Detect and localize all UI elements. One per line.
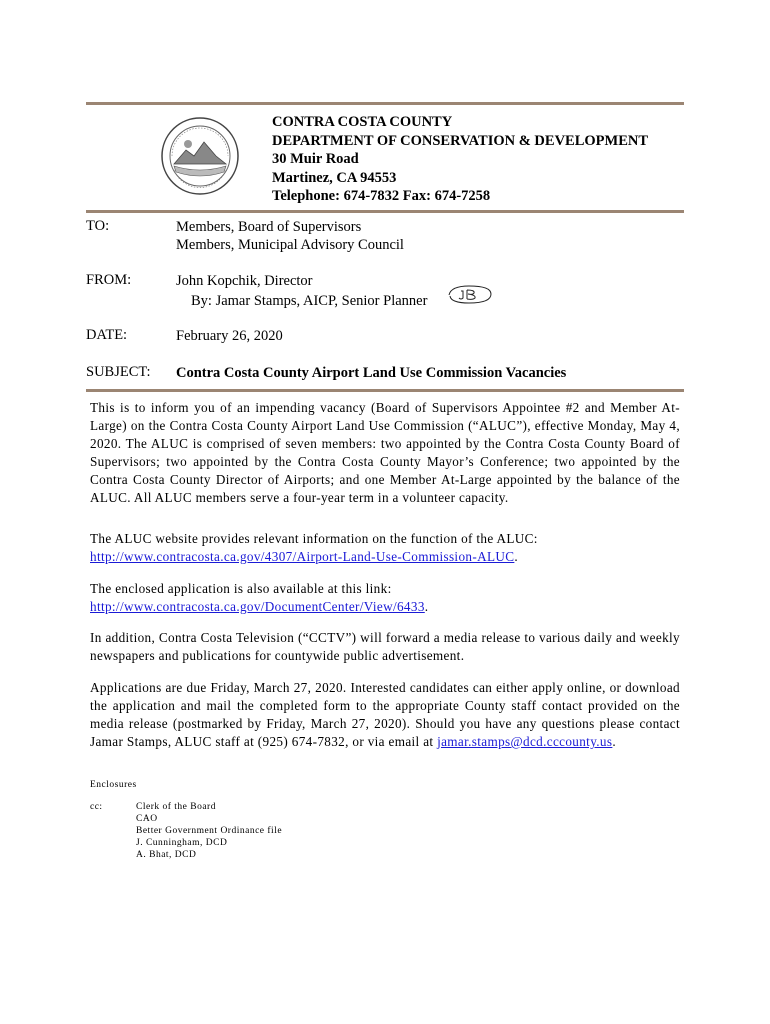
county-seal-icon	[160, 116, 240, 196]
header-top-rule	[86, 102, 684, 105]
letterhead-phone: Telephone: 674-7832 Fax: 674-7258	[272, 188, 491, 204]
paragraph-vacancy: This is to inform you of an impending vacancy (Board of Supervisors Appointee #2 and Member At-Large) on the Contra Costa County Airport Land Use Commission (“ALUC”), effective Monday, May 4, 2020. The ALUC is comprised of seven members: two appointed by the Contra Costa County Board of Supervisors; two appointed by the Contra Costa County Mayor’s Conference; two appointed by the Contra Costa County Director of Airports; and one Member At-Large appointed by the balance of the ALUC. All ALUC members serve a four-year term in a volunteer capacity.	[90, 400, 680, 505]
deadline-period: .	[612, 734, 617, 749]
deadline-text: Applications are due Friday, March 27, 2020. Interested candidates can either apply online, or download the application and mail the completed form to the appropriate County staff contact provided on the media release (postmarked by Friday, March 27, 2020). Should you have any questions please contact Jamar Stamps, ALUC staff at (925) 674-7832, or via email at	[90, 680, 680, 749]
date-label: DATE:	[86, 327, 128, 343]
application-link[interactable]: http://www.contracosta.ca.gov/DocumentCenter/View/6433	[90, 599, 425, 614]
subject-label: SUBJECT:	[86, 364, 151, 380]
enclosures-label: Enclosures	[90, 780, 137, 790]
to-line-1: Members, Board of Supervisors	[176, 219, 362, 235]
website-text: The ALUC website provides relevant information on the function of the ALUC:	[90, 531, 538, 546]
cc-item: Better Government Ordinance file	[136, 826, 283, 836]
paragraph-deadline	[90, 679, 680, 751]
letterhead-county: CONTRA COSTA COUNTY	[272, 114, 453, 130]
date-value: February 26, 2020	[176, 328, 283, 344]
cc-item: CAO	[136, 814, 158, 824]
paragraph-website	[90, 530, 680, 566]
to-label: TO:	[86, 218, 110, 234]
subject-value: Contra Costa County Airport Land Use Commission Vacancies	[176, 365, 567, 381]
letterhead-city: Martinez, CA 94553	[272, 169, 397, 186]
subject-rule	[86, 389, 684, 392]
initials-signature-icon	[447, 283, 493, 305]
from-line-1: John Kopchik, Director	[176, 273, 313, 289]
paragraph-application	[90, 580, 680, 616]
header-bottom-rule	[86, 210, 684, 213]
website-period: .	[514, 549, 519, 564]
application-text: The enclosed application is also available at this link:	[90, 581, 392, 596]
cc-item: Clerk of the Board	[136, 802, 216, 812]
cc-label: cc:	[90, 802, 103, 812]
from-line-2: By: Jamar Stamps, AICP, Senior Planner	[191, 293, 428, 309]
cc-list	[136, 801, 282, 861]
cc-item: J. Cunningham, DCD	[136, 838, 228, 848]
from-label: FROM:	[86, 272, 132, 288]
to-line-2: Members, Municipal Advisory Council	[176, 237, 404, 253]
staff-email-link[interactable]: jamar.stamps@dcd.cccounty.us	[437, 734, 613, 749]
aluc-website-link[interactable]: http://www.contracosta.ca.gov/4307/Airport-Land-Use-Commission-ALUC	[90, 549, 515, 564]
letterhead-department: DEPARTMENT OF CONSERVATION & DEVELOPMENT	[272, 132, 649, 149]
cc-item: A. Bhat, DCD	[136, 850, 197, 860]
letterhead	[272, 113, 648, 206]
letterhead-street: 30 Muir Road	[272, 151, 359, 167]
application-period: .	[424, 599, 429, 614]
paragraph-cctv: In addition, Contra Costa Television (“CCTV”) will forward a media release to various daily and weekly newspapers and publications for countywide public advertisement.	[90, 630, 680, 663]
